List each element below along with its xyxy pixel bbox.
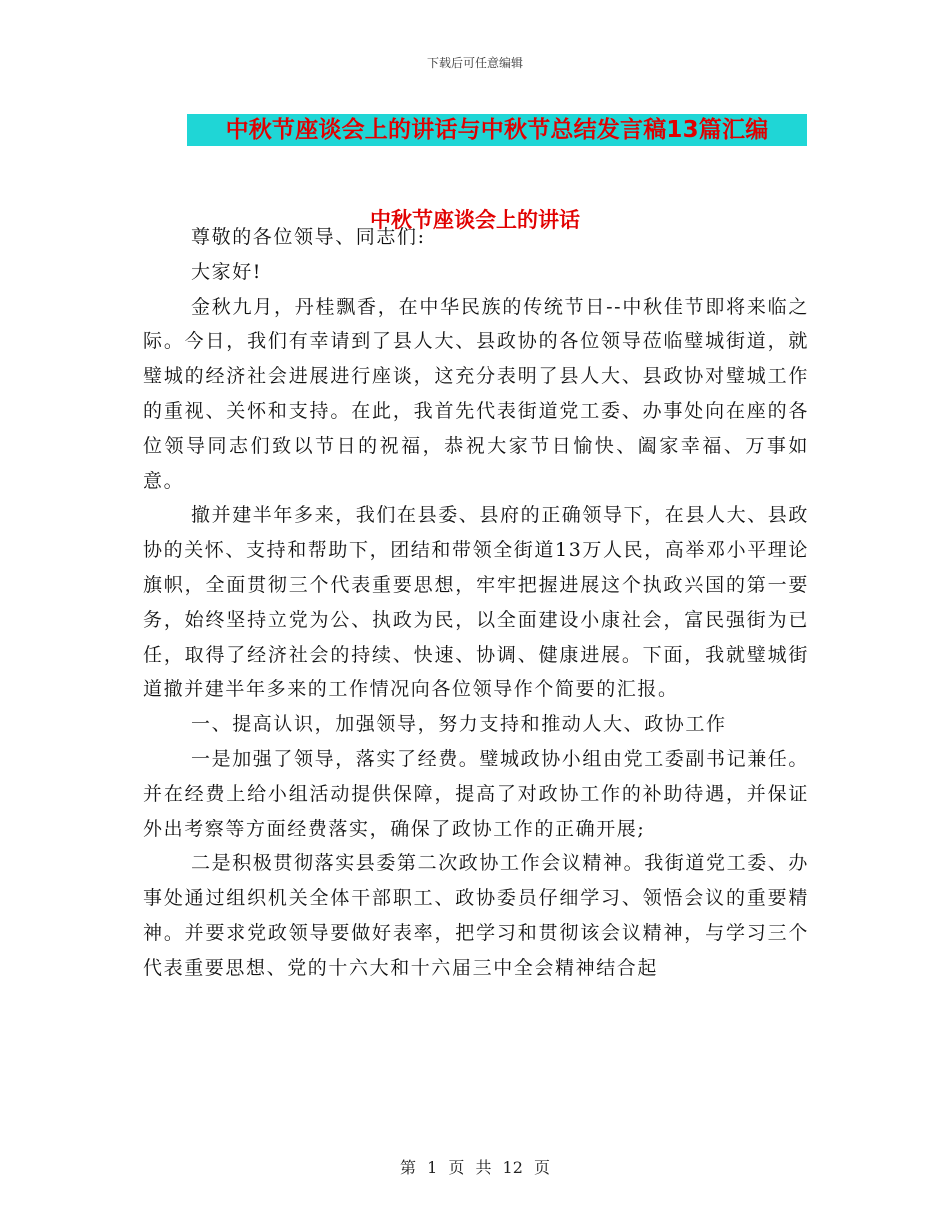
header-note: 下载后可任意编辑	[426, 56, 523, 70]
main-title: 中秋节座谈会上的讲话与中秋节总结发言稿13篇汇编	[225, 117, 769, 143]
paragraph: 二是积极贯彻落实县委第二次政协工作会议精神。我街道党工委、办事处通过组织机关全体干部职工、政协委员仔细学习、领悟会议的重要精神。并要求党政领导要做好表率，把学习和贯彻该会议精神，与学习三个代表重要思想、党的十六大和十六届三中全会精神结合起	[143, 852, 810, 979]
section-title: 中秋节座谈会上的讲话	[370, 208, 580, 232]
main-title-highlight	[187, 114, 807, 146]
paragraph-salutation: 尊敬的各位领导、同志们:	[191, 226, 426, 248]
paragraph: 金秋九月，丹桂飘香，在中华民族的传统节日--中秋佳节即将来临之际。今日，我们有幸请到了县人大、县政协的各位领导莅临璧城街道，就璧城的经济社会进展进行座谈，这充分表明了县人大、县政协对璧城工作的重视、关怀和支持。在此，我首先代表街道党工委、办事处向在座的各位领导同志们致以节日的祝福，恭祝大家节日愉快、阖家幸福、万事如意。	[143, 295, 809, 492]
paragraph: 撤并建半年多来，我们在县委、县府的正确领导下，在县人大、县政协的关怀、支持和帮助下，团结和带领全街道13万人民，高举邓小平理论旗帜，全面贯彻三个代表重要思想，牢牢把握进展这个执政兴国的第一要务，始终坚持立党为公、执政为民，以全面建设小康社会，富民强街为已任，取得了经济社会的持续、快速、协调、健康进展。下面，我就璧城街道撤并建半年多来的工作情况向各位领导作个简要的汇报。	[143, 504, 810, 701]
paragraph: 一是加强了领导，落实了经费。璧城政协小组由党工委副书记兼任。并在经费上给小组活动提供保障，提高了对政协工作的补助待遇，并保证外出考察等方面经费落实，确保了政协工作的正确开展;	[143, 747, 810, 840]
document-body	[143, 220, 809, 986]
paragraph-greeting: 大家好!	[191, 260, 263, 283]
page-number-footer: 第 1 页 共 12 页	[400, 1158, 550, 1177]
paragraph-heading: 一、提高认识，加强领导，努力支持和推动人大、政协工作	[191, 713, 727, 736]
